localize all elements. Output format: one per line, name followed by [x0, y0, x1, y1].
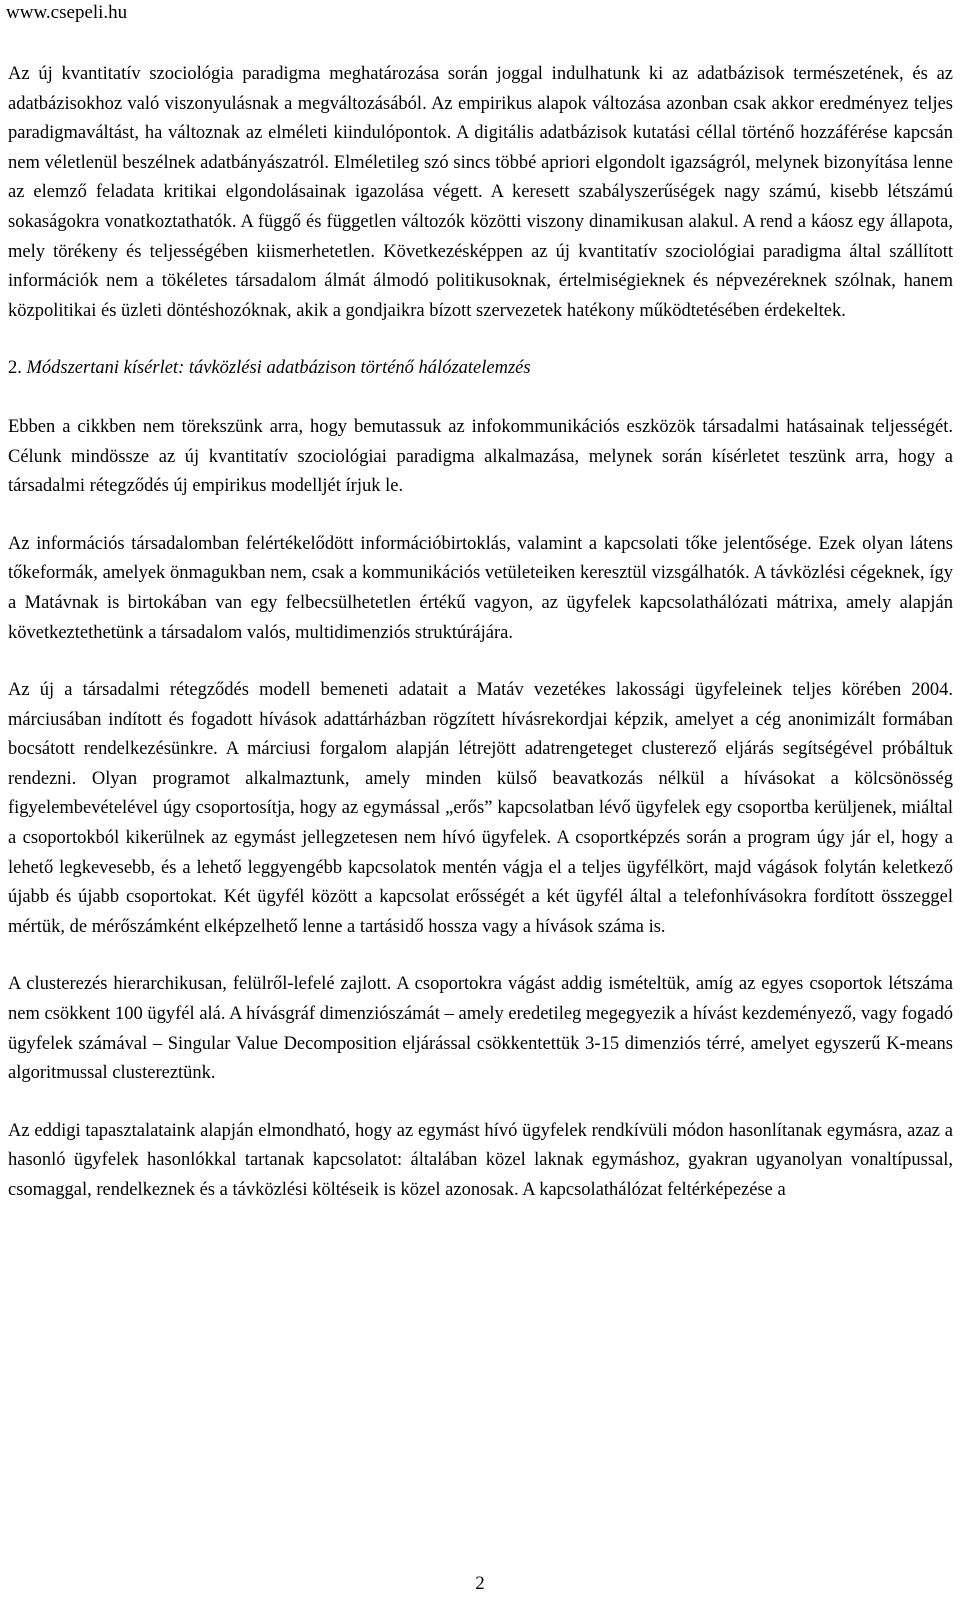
site-url: www.csepeli.hu	[6, 2, 128, 23]
paragraph-stratification-model: Az új a társadalmi rétegződés modell bemeneti adatait a Matáv vezetékes lakossági ügyfeleinek teljes körében 2004. márciusában indított és fogadott hívások adattárházban rögzített hívásrekordjai képzik, amelyet a cég anonimizált formában bocsátott rendelkezésünkre. A márciusi forgalom alapján létrejött adatrengeteget clusterező eljárás segítségével próbáltuk rendezni. Olyan programot alkalmaztunk, amely minden külső beavatkozás nélkül a hívásokat a kölcsönösség figyelembevételével úgy csoportosítja, hogy az egymással „erős” kapcsolatban lévő ügyfelek egy csoportba kerüljenek, miáltal a csoportokból kikerülnek az egymást jellegzetesen nem hívó ügyfelek. A csoportképzés során a program úgy jár el, hogy a lehető legkevesebb, és a lehető leggyengébb kapcsolatok mentén vágja el a teljes ügyfélkört, majd vágások folytán keletkező újabb és újabb csoportokat. Két ügyfél között a kapcsolat erősségét a két ügyfél által a telefonhívásokra fordított összeggel mértük, de mérőszámként elképzelhető lenne a tartásidő hossza vagy a hívások száma is.	[8, 680, 953, 937]
paragraph-paradigm: Az új kvantitatív szociológia paradigma meghatározása során joggal indulhatunk ki az adatbázisok természetének, és az adatbázisokhoz való viszonyulásnak a megváltozásából. Az empirikus alapok változása azonban csak akkor eredményez teljes paradigmaváltást, ha változnak az elméleti kiindulópontok. A digitális adatbázisok kutatási céllal történő hozzáférése kapcsán nem véletlenül beszélnek adatbányászatról. Elméletileg szó sincs többé apriori elgondolt igazságról, melynek bizonyítása lenne az elemző feladata kritikai elgondolásainak igazolása végett. A keresett szabályszerűségek nagy számú, kisebb létszámú sokaságokra vonatkoztathatók. A függő és független változók közötti viszony dinamikusan alakul. A rend a káosz egy állapota, mely törékeny és teljességében kiismerhetetlen. Következésképpen az új kvantitatív szociológiai paradigma által szállított információk nem a tökéletes társadalom álmát álmodó politikusoknak, értelmiségieknek és népvezéreknek szólnak, hanem közpolitikai és üzleti döntéshozóknak, akik a gondjaikra bízott szervezetek hatékony működtetésében érdekeltek.	[8, 64, 953, 321]
paragraph-information-society: Az információs társadalomban felértékelődött információbirtoklás, valamint a kapcsolati tőke jelentősége. Ezek olyan látens tőkeformák, amelyek önmagukban nem, csak a kommunikációs vetületeiken keresztül vizsgálhatók. A távközlési cégeknek, így a Matávnak is birtokában van egy felbecsülhetetlen értékű vagyon, az ügyfelek kapcsolathálózati mátrixa, amely alapján következtethetünk a társadalom valós, multidimenziós struktúrájára.	[8, 533, 953, 643]
section-number: 2.	[8, 358, 22, 379]
page-number: 2	[475, 1573, 485, 1594]
document-body	[8, 60, 953, 1206]
section-heading	[8, 354, 953, 384]
paragraph-clustering: A clusterezés hierarchikusan, felülről-lefelé zajlott. A csoportokra vágást addig ismételtük, amíg az egyes csoportok létszáma nem csökkent 100 ügyfél alá. A hívásgráf dimenziószámát – amely eredetileg megegyezik a hívást kezdeményező, vagy fogadó ügyfelek számával – Singular Value Decomposition eljárással csökkentettük 3-15 dimenziós térré, amelyet egyszerű K-means algoritmussal clustereztünk.	[8, 974, 953, 1084]
paragraph-goal: Ebben a cikkben nem törekszünk arra, hogy bemutassuk az infokommunikációs eszközök társadalmi hatásainak teljességét. Célunk mindössze az új kvantitatív szociológiai paradigma alkalmazása, melynek során kísérletet teszünk arra, hogy a társadalmi rétegződés új empirikus modelljét írjuk le.	[8, 416, 953, 497]
paragraph-experience: Az eddigi tapasztalataink alapján elmondható, hogy az egymást hívó ügyfelek rendkívüli módon hasonlítanak egymásra, azaz a hasonló ügyfelek hasonlókkal tartanak kapcsolatot: általában közel laknak egymáshoz, gyakran ugyanolyan vonaltípussal, csomaggal, rendelkeznek és a távközlési költéseik is közel azonosak. A kapcsolathálózat feltérképezése a	[8, 1120, 953, 1200]
section-title: Módszertani kísérlet: távközlési adatbázison történő hálózatelemzés	[26, 358, 531, 379]
